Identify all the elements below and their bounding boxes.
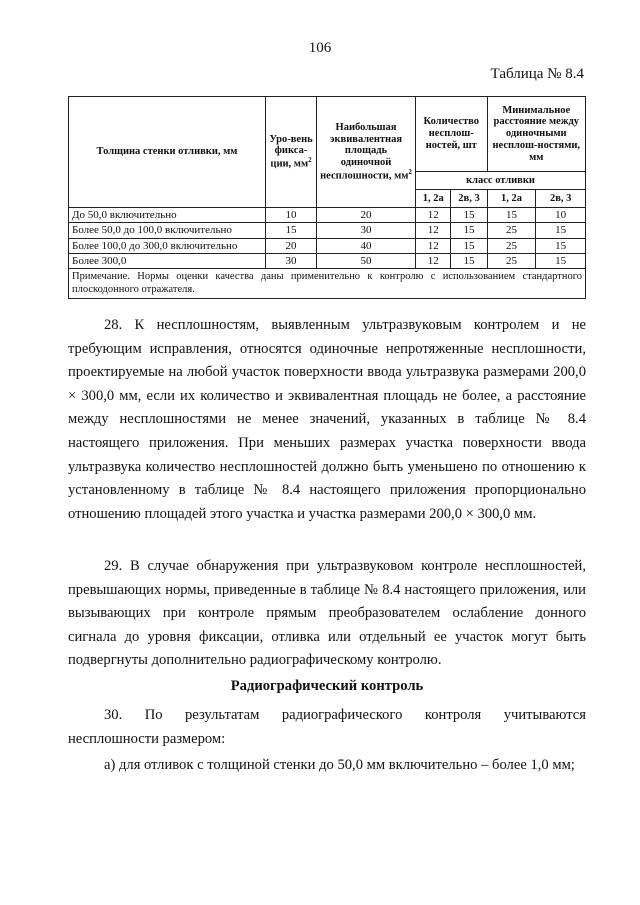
table-row — [69, 223, 586, 238]
cell-distance-1: 25 — [487, 223, 536, 238]
cell-level: 15 — [266, 223, 317, 238]
cell-count-1: 12 — [416, 208, 451, 223]
subheader-cell: 2в, 3 — [451, 190, 487, 208]
paragraph-29: 29. В случае обнаружения при ультразвуковом контроле несплошностей, превышающих нормы, приведенные в таблице № 8.4 настоящего приложения, или вызывающих при контроле прямым преобразователем ослабление донного сигнала до уровня фиксации, отливка или отдельный ее участок могут быть подвергнуты дополнительно радиографическому контролю. — [68, 558, 586, 669]
cell-distance-2: 15 — [536, 238, 586, 253]
table-note-row — [69, 269, 586, 298]
cell-area: 20 — [317, 208, 416, 223]
header-distance: Минимальное расстояние между одиночными несплош-ностями, мм — [487, 97, 585, 172]
cell-area: 40 — [317, 238, 416, 253]
table-row — [69, 208, 586, 223]
page-number: 106 — [308, 40, 332, 56]
paragraph-30: 30. По результатам радиографического контроля учитываются несплошности размером: — [68, 707, 586, 747]
cell-distance-2: 15 — [536, 223, 586, 238]
cell-distance-2: 15 — [536, 253, 586, 268]
cell-count-2: 15 — [451, 238, 487, 253]
paragraph-28: 28. К несплошностям, выявленным ультразвуковым контролем и не требующим исправления, относятся одиночные непротяженные несплошности, проектируемые на любой участок поверхности ввода ультразвука размерами 200,0 × 300,0 мм, если их количество и эквивалентная площадь не более, а расстояние между несплошностями не менее значений, указанных в таблице № 8.4 настоящего приложения. При меньших размерах участка поверхности ввода ультразвука количество несплошностей должно быть уменьшено по отношению к установленному в таблице № 8.4 настоящего приложения пропорционально отношению площадей этого участка и участка размерами 200,0 × 300,0 мм. — [68, 317, 586, 522]
norms-table — [68, 96, 586, 299]
subheader-cell: 2в, 3 — [536, 190, 586, 208]
table-note: Примечание. Нормы оценки качества даны применительно к контролю с использованием стандартного плоскодонного отражателя. — [69, 269, 586, 298]
cell-thickness: Более 50,0 до 100,0 включительно — [69, 223, 266, 238]
cell-area: 30 — [317, 223, 416, 238]
cell-area: 50 — [317, 253, 416, 268]
header-level: Уро-вень фикса-ции, $мм^2$ — [266, 97, 317, 208]
header-class: класс отливки — [416, 172, 586, 190]
cell-count-2: 15 — [451, 253, 487, 268]
header-count: Количество несплош-ностей, шт — [416, 97, 488, 172]
cell-thickness: До 50,0 включительно — [69, 208, 266, 223]
section-heading: Радиографический контроль — [230, 678, 424, 694]
cell-level: 10 — [266, 208, 317, 223]
cell-distance-1: 25 — [487, 238, 536, 253]
paragraph-a: а) для отливок с толщиной стенки до 50,0 мм включительно – более 1,0 мм; — [104, 757, 575, 773]
cell-distance-1: 15 — [487, 208, 536, 223]
cell-level: 20 — [266, 238, 317, 253]
cell-count-1: 12 — [416, 238, 451, 253]
table-row — [69, 238, 586, 253]
table-row — [69, 253, 586, 268]
cell-distance-2: 10 — [536, 208, 586, 223]
cell-level: 30 — [266, 253, 317, 268]
subheader-cell: 1, 2а — [416, 190, 451, 208]
cell-thickness: Более 100,0 до 300,0 включительно — [69, 238, 266, 253]
cell-count-1: 12 — [416, 253, 451, 268]
header-thickness: Толщина стенки отливки, мм — [69, 97, 266, 208]
cell-count-1: 12 — [416, 223, 451, 238]
table-label: Таблица № 8.4 — [490, 66, 584, 82]
cell-count-2: 15 — [451, 223, 487, 238]
subheader-cell: 1, 2а — [487, 190, 536, 208]
header-area: Наибольшая эквивалентная площадь одиночной несплошности, $мм^2$ — [317, 97, 416, 208]
cell-count-2: 15 — [451, 208, 487, 223]
table-header-row — [69, 97, 586, 172]
cell-distance-1: 25 — [487, 253, 536, 268]
cell-thickness: Более 300,0 — [69, 253, 266, 268]
